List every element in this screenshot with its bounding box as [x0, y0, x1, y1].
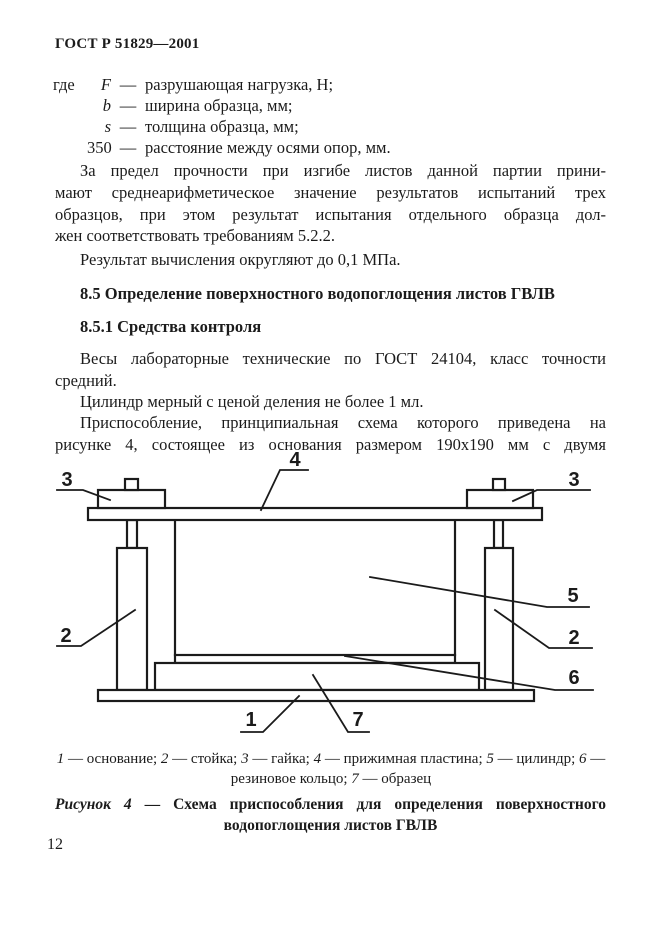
figure-legend: [48, 750, 614, 789]
text-line: Приспособление, принципиальная схема которого приведена на: [80, 413, 606, 432]
text-line: средний.: [55, 370, 117, 390]
section-heading-8-5-1: 8.5.1 Средства контроля: [80, 317, 262, 336]
legend-num: 5: [486, 751, 494, 767]
bolt-shaft-left: [127, 520, 137, 548]
callout-label-base: 1: [245, 709, 257, 731]
legend-item: [351, 771, 431, 787]
definition-lead: [53, 137, 87, 158]
rubber-ring: [175, 655, 455, 663]
definition-dash: —: [119, 96, 137, 115]
definition-text: расстояние между осями опор, мм.: [145, 138, 391, 157]
paragraph-rounding: [55, 249, 606, 271]
figure-caption-label: Рисунок 4: [55, 796, 132, 813]
specimen: [155, 663, 479, 690]
legend-item: [486, 751, 575, 767]
callout-label-post-left: 2: [60, 625, 72, 647]
section-heading-8-5: 8.5 Определение поверхностного водопоглощения листов ГВЛВ: [80, 284, 555, 303]
callout-label-nut-right: 3: [568, 469, 580, 491]
figure-caption: [55, 794, 606, 836]
definition-term: 350: [87, 138, 112, 157]
text-line: жен соответствовать требованиям 5.2.2.: [55, 226, 335, 246]
definition-lead: где: [53, 75, 75, 94]
callout-leader-plate: [261, 470, 308, 510]
callout-label-plate: 4: [289, 450, 301, 471]
legend-text: — основание;: [67, 751, 158, 767]
callout-label-specimen: 7: [352, 709, 364, 731]
legend-text: — гайка;: [252, 751, 310, 767]
definition-dash: —: [119, 117, 137, 136]
legend-text: — прижимная пластина;: [324, 751, 483, 767]
definition-row: [53, 74, 606, 95]
figure-caption-line2: водопоглощения листов ГВЛВ: [223, 817, 438, 834]
paragraph-strength-limit: [55, 160, 606, 247]
definition-row: [53, 95, 606, 116]
legend-text: — образец: [362, 770, 432, 787]
legend-item: [314, 751, 483, 767]
bolt-shaft-right: [494, 520, 503, 548]
callout-label-ring: 6: [568, 667, 580, 689]
bolt-head-right: [493, 479, 505, 490]
text-line: За предел прочности при изгибе листов данной партии прини-: [80, 161, 606, 180]
figure-4-diagram: [55, 450, 600, 745]
text-line: Весы лабораторные технические по ГОСТ 24104, класс точности: [80, 349, 606, 368]
legend-num: 6: [579, 751, 587, 767]
figure-caption-rest: — Схема приспособления для определения поверхностного: [144, 796, 606, 813]
text-line: Результат вычисления округляют до 0,1 МПа.: [80, 250, 401, 269]
definition-text: разрушающая нагрузка, Н;: [145, 75, 334, 94]
text-line: рисунке 4, состоящее из основания размером 190х190 мм с двумя: [55, 434, 606, 454]
callout-label-nut-left: 3: [61, 469, 73, 491]
nut-right: [467, 490, 533, 508]
figure-caption-line1: [55, 794, 606, 815]
definition-lead: [53, 95, 87, 116]
symbol-definitions: [53, 74, 606, 158]
legend-text: — цилиндр;: [497, 751, 576, 767]
text-line: мают среднеарифметическое значение результатов испытаний трех: [55, 182, 606, 202]
text-line: образцов, при этом результат испытания отдельного образца дол-: [55, 204, 606, 224]
definition-row: [53, 137, 606, 158]
page-number: 12: [47, 836, 63, 853]
definition-dash: —: [119, 75, 137, 94]
bolt-head-left: [125, 479, 138, 490]
running-head: ГОСТ Р 51829—2001: [55, 36, 200, 52]
legend-item: [241, 751, 310, 767]
text-line: Цилиндр мерный с ценой деления не более 1 мл.: [80, 392, 424, 411]
definition-term: F: [100, 75, 111, 94]
callout-label-cylinder: 5: [567, 585, 579, 607]
legend-num: 2: [160, 751, 169, 767]
callout-leader-cylinder: [370, 577, 589, 607]
base-plate: [98, 690, 534, 701]
callout-label-post-right: 2: [568, 627, 580, 649]
definition-term: b: [102, 96, 111, 115]
paragraph-cylinder: [55, 391, 606, 413]
legend-num: 4: [313, 751, 322, 767]
paragraph-scales: [55, 348, 606, 392]
pressure-plate: [88, 508, 542, 520]
legend-text: — резиновое кольцо;: [230, 751, 606, 787]
definition-text: толщина образца, мм;: [145, 117, 299, 136]
legend-item: [161, 751, 237, 767]
legend-num: 1: [56, 751, 65, 767]
definition-text: ширина образца, мм;: [145, 96, 293, 115]
legend-num: 3: [241, 751, 249, 767]
definition-lead: [53, 116, 87, 137]
legend-text: — стойка;: [172, 751, 238, 767]
legend-num: 7: [351, 770, 359, 787]
definition-dash: —: [119, 138, 137, 157]
definition-term: s: [104, 117, 111, 136]
definition-row: [53, 116, 606, 137]
legend-item: [57, 751, 157, 767]
